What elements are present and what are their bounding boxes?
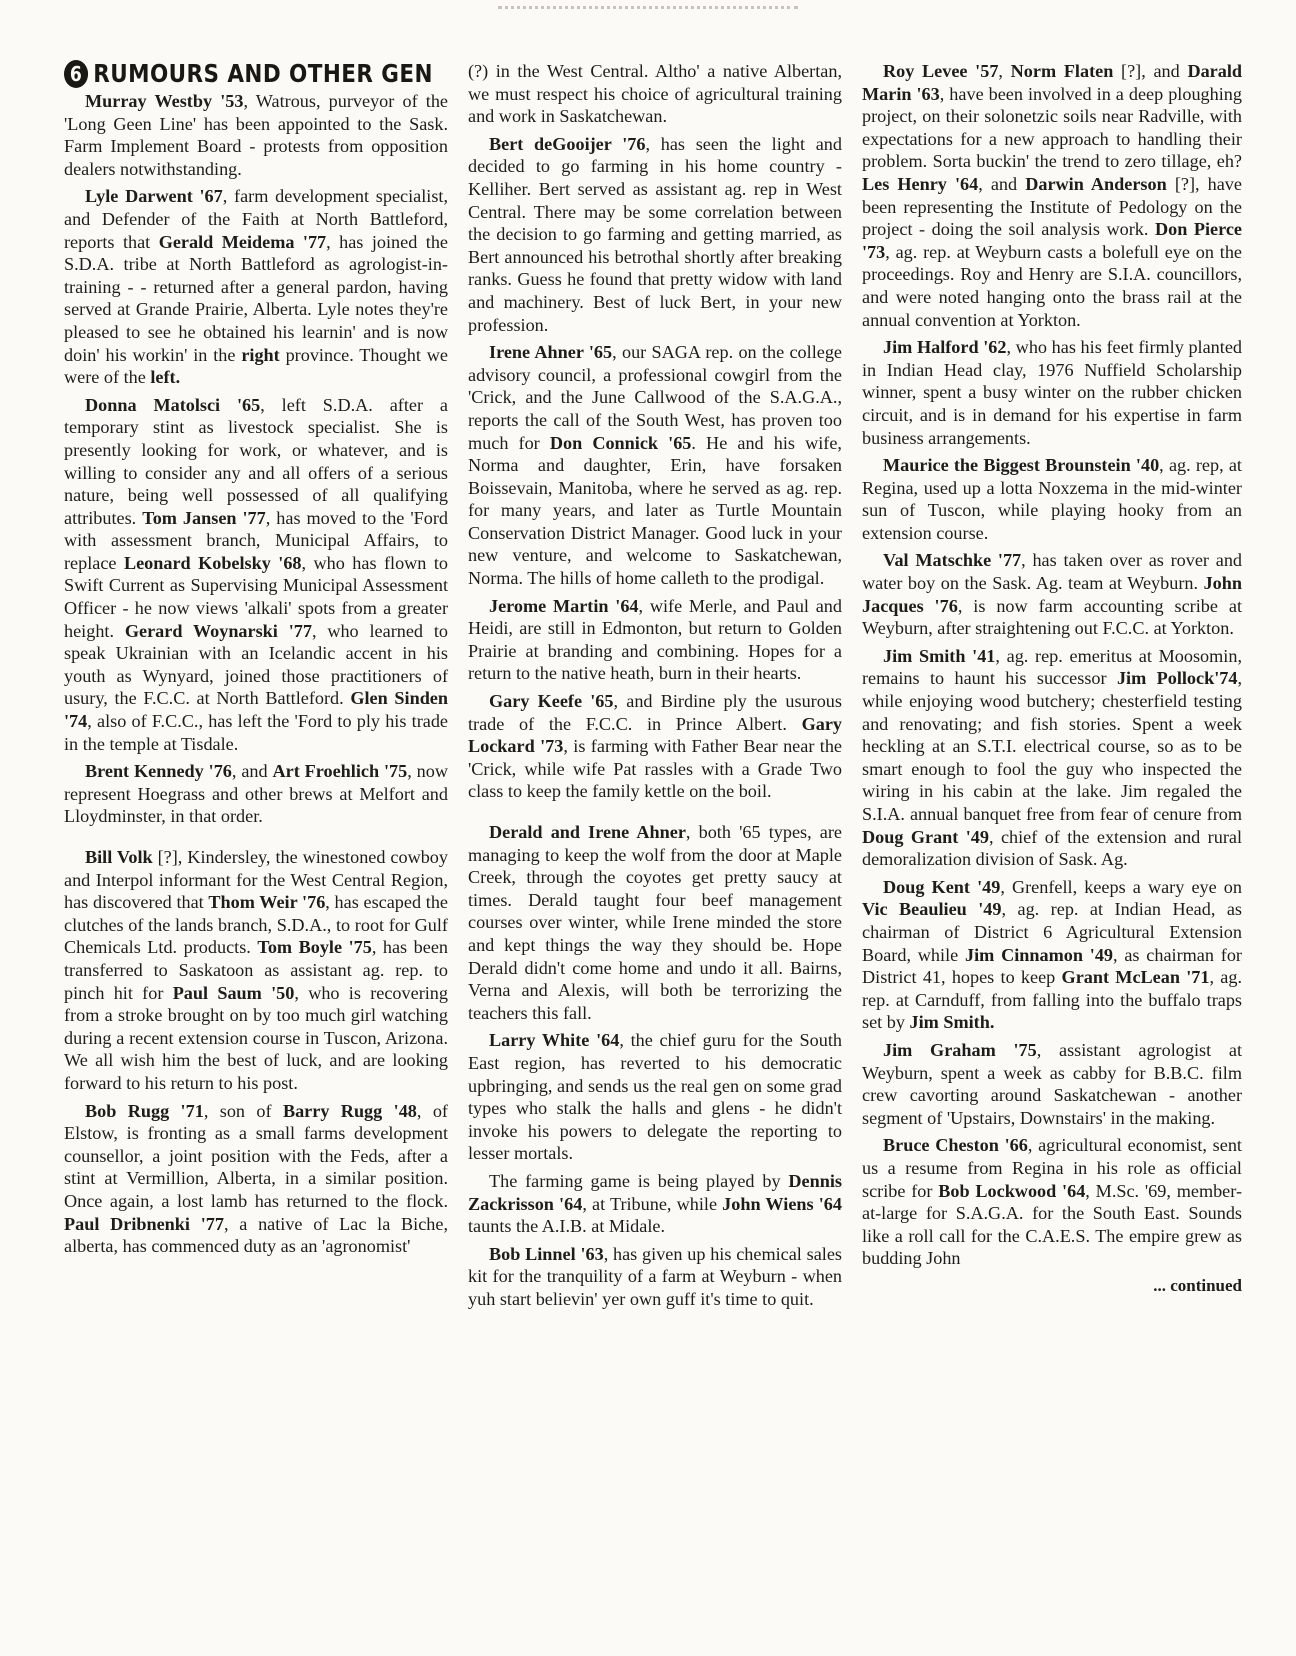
news-text: [?], Kindersley, the winestoned cowboy and Interpol informant for the West Central Region, has discovered that: [64, 847, 448, 913]
person-name: Paul Saum '50: [172, 982, 295, 1003]
person-name: right: [241, 344, 280, 365]
news-paragraph: [64, 760, 448, 828]
person-name: Jim Graham '75: [883, 1039, 1037, 1060]
news-text: , has joined the S.D.A. tribe at North Battleford as agrologist-in-training - - returned after a general pardon, having served at Grande Prairie, Alberta. Lyle notes they're pleased to see he obtained his learnin' and is now doin' his workin' in the: [64, 231, 448, 365]
news-paragraph: [468, 60, 842, 128]
news-paragraph: [862, 645, 1242, 871]
news-text: , while enjoying wood butchery; chesterfield testing and renovating; and fish stories. Spent a week heckling at an S.T.I. electrical course, so as to be smart enough to fool the guy who inspected the wiring in his cabin at the lake. Jim regaled the S.I.A. annual banquet free from fear of cenure from: [862, 668, 1242, 824]
news-text: , has escaped the clutches of the lands branch, S.D.A., to root for Gulf Chemicals Ltd. products.: [64, 892, 448, 958]
news-text: , of Elstow, is fronting as a small farms development counsellor, a joint position with the Feds, after a stint at Vermillion, Alberta, in a similar position. Once again, a lost lamb has returned to the flock.: [64, 1100, 448, 1211]
news-paragraph: [862, 876, 1242, 1034]
section-number-badge: 6: [64, 60, 88, 88]
person-name: Bob Rugg '71: [85, 1100, 204, 1121]
person-name: Murray Westby '53: [85, 91, 244, 111]
person-name: Grant McLean '71: [1061, 967, 1210, 988]
person-name: Don Pierce '73: [862, 219, 1243, 262]
person-name: Bob Linnel '63: [489, 1243, 604, 1264]
news-text: , agricultural economist, sent us a resume from Regina in his role as official scribe for: [862, 1135, 1242, 1201]
news-text: , left S.D.A. after a temporary stint as livestock specialist. She is presently looking for work, or whatever, and is willing to consider any and all offers of a serious nature, being well possessed of all qualifying attributes.: [64, 394, 448, 528]
news-paragraph: [468, 690, 842, 803]
news-text: , has been transferred to Saskatoon as assistant ag. rep. to pinch hit for: [64, 937, 448, 1003]
person-name: Jim Pollock'74: [1116, 668, 1238, 689]
news-paragraph: [64, 90, 448, 180]
person-name: Gerard Woynarski '77: [124, 620, 312, 641]
news-text: , is now farm accounting scribe at Weyburn, after straightening out F.C.C. at Yorkton.: [862, 595, 1242, 639]
news-paragraph: [468, 1243, 842, 1311]
news-text: , ag. rep. at Indian Head, as chairman of District 6 Agricultural Extension Board, while: [862, 899, 1242, 965]
news-text: ,: [998, 61, 1011, 81]
person-name: Jim Smith.: [909, 1012, 995, 1033]
news-text: , also of F.C.C., has left the 'Ford to ply his trade in the temple at Tisdale.: [64, 711, 448, 754]
section-title: RUMOURS AND OTHER GEN: [93, 58, 433, 88]
news-paragraph: [468, 1170, 842, 1238]
person-name: Gary Lockard '73: [468, 713, 842, 757]
person-name: Thom Weir '76: [208, 892, 326, 913]
news-text: , at Tribune, while: [582, 1193, 723, 1214]
person-name: Jim Cinnamon '49: [965, 944, 1114, 965]
news-text: , son of: [203, 1100, 283, 1121]
news-text: , who is recovering from a stroke brought on by too much girl watching during a recent extension course in Tuscon, Arizona. We all wish him the best of luck, and are looking forward to his return to his post.: [64, 982, 448, 1093]
person-name: Roy Levee '57: [883, 61, 999, 81]
news-text: , ag. rep. emeritus at Moosomin, remains to haunt his successor: [862, 645, 1242, 689]
news-text: , ag. rep. at Weyburn casts a bolefull eye on the proceedings. Roy and Henry are S.I.A. councillors, and were noted hanging onto the brass rail at the annual convention at Yorkton.: [862, 241, 1242, 330]
news-text: , our SAGA rep. on the college advisory council, a professional cowgirl from the 'Crick, and the June Callwood of the S.A.G.A., reports the call of the South West, has proven too much for: [468, 342, 842, 453]
continued-label: ... continued: [1153, 1275, 1242, 1295]
person-name: left.: [150, 367, 181, 388]
person-name: Glen Sinden '74: [64, 688, 448, 732]
column-2: [468, 60, 842, 1315]
news-text: , who has flown to Swift Current as Supervising Municipal Assessment Officer - he now views 'alkali' spots from a greater height.: [64, 552, 448, 641]
person-name: Jerome Martin '64: [489, 595, 639, 616]
person-name: Gerald Meidema '77: [158, 231, 327, 252]
person-name: Bill Volk: [85, 847, 153, 867]
news-text: [?], and: [1113, 61, 1188, 81]
news-paragraph: [468, 595, 842, 685]
news-text: , the chief guru for the South East region, has reverted to his democratic upbringing, and sends us the real gen on some grad types who stalk the halls and glens - he didn't invoke his powers to delegate the reporting to lesser mortals.: [468, 1030, 842, 1164]
person-name: Gary Keefe '65: [489, 691, 614, 712]
person-name: Darald Marin '63: [862, 61, 1242, 104]
news-paragraph: [64, 394, 448, 756]
person-name: Derald and Irene Ahner: [489, 822, 686, 842]
news-text: , now represent Hoegrass and other brews at Melfort and Lloydminster, in that order.: [64, 761, 449, 827]
person-name: Les Henry '64: [862, 173, 979, 194]
news-text: [?], have been representing the Institute of Pedology on the project - doing the soil analysis work.: [862, 173, 1242, 240]
person-name: Don Connick '65: [549, 432, 692, 453]
news-text: , has given up his chemical sales kit for the tranquility of a farm at Weyburn - when yuh start believin' yer own guff it's time to quit.: [468, 1243, 842, 1309]
person-name: Jim Smith '41: [883, 645, 996, 666]
person-name: Darwin Anderson: [1025, 173, 1167, 194]
person-name: Donna Matolsci '65: [85, 394, 261, 415]
news-paragraph: [862, 1134, 1242, 1270]
news-text: . He and his wife, Norma and daughter, Erin, have forsaken Boissevain, Manitoba, where he served as ag. rep. for many years, and later as Turtle Mountain Conservation District Manager. Good luck in your new venture, and welcome to Saskatchewan, Norma. The hills of home calleth to the prodigal.: [468, 432, 842, 589]
news-paragraph: [862, 549, 1242, 639]
person-name: John Wiens '64: [722, 1193, 842, 1214]
person-name: Paul Dribnenki '77: [64, 1213, 224, 1234]
news-paragraph: [862, 60, 1242, 331]
person-name: Leonard Kobelsky '68: [123, 552, 302, 573]
person-name: Tom Boyle '75: [257, 937, 372, 958]
person-name: Lyle Darwent '67: [85, 186, 223, 207]
news-text: taunts the A.I.B. at Midale.: [468, 1216, 665, 1237]
person-name: Irene Ahner '65: [489, 342, 613, 363]
news-paragraph: [468, 133, 842, 336]
news-text: , a native of Lac la Biche, alberta, has commenced duty as an 'agronomist': [64, 1213, 448, 1257]
person-name: Tom Jansen '77: [142, 507, 266, 528]
news-text: , M.Sc. '69, member-at-large for S.A.G.A. for the South East. Sounds like a roll call for the C.A.E.S. The empire grew as budding John: [862, 1180, 1242, 1269]
news-text: , both '65 types, are managing to keep the wolf from the door at Maple Creek, through the coyotes get pretty saucy at times. Derald taught four beef management courses over winter, while Irene minded the store and kept things the way they should be. Hope Derald didn't come home and undo it all. Bairns, Verna and Alexis, will both be terrorizing the teachers this fall.: [468, 822, 842, 1023]
person-name: Bruce Cheston '66: [883, 1135, 1028, 1156]
news-text: , and: [978, 173, 1026, 194]
news-text: , has seen the light and decided to go farming in his home country - Kelliher. Bert served as assistant ag. rep in West Central. There may be some correlation between the decision to go farming and getting married, as Bert announced his betrothal shortly after breaking ranks. Guess he found that pretty widow with land and machinery. Best of luck Bert, in your new profession.: [468, 133, 842, 335]
news-text: , ag. rep, at Regina, used up a lotta Noxzema in the mid-winter sun of Tuscon, while playing hooky from an extension course.: [862, 455, 1242, 543]
person-name: Larry White '64: [489, 1030, 620, 1051]
article-columns: [64, 60, 1242, 1315]
news-text: province. Thought we were of the: [64, 344, 448, 388]
section-heading: [64, 58, 433, 88]
person-name: John Jacques '76: [862, 573, 1242, 616]
news-text: , farm development specialist, and Defender of the Faith at North Battleford, reports that: [64, 186, 448, 252]
news-paragraph: [468, 341, 842, 590]
news-text: , Grenfell, keeps a wary eye on: [1000, 876, 1242, 897]
column-3: [862, 60, 1242, 1315]
person-name: Jim Halford '62: [883, 337, 1007, 358]
person-name: Vic Beaulieu '49: [862, 899, 1002, 920]
news-paragraph: [64, 1100, 448, 1258]
news-paragraph: [862, 336, 1242, 449]
news-text: , has taken over as rover and water boy on the Sask. Ag. team at Weyburn.: [862, 550, 1243, 594]
news-paragraph: [64, 846, 448, 1095]
news-text: , and Birdine ply the usurous trade of the F.C.C. in Prince Albert.: [468, 691, 842, 734]
news-text: , is farming with Father Bear near the 'Crick, while wife Pat rassles with a Grade Two class to keep the family kettle on the boil.: [468, 736, 843, 802]
news-text: , has moved to the 'Ford with assessment branch, Municipal Affairs, to replace: [64, 507, 449, 573]
news-text: , Watrous, purveyor of the 'Long Geen Line' has been appointed to the Sask. Farm Implement Board - protests from opposition dealers notwithstanding.: [64, 91, 448, 179]
news-paragraph: [862, 1039, 1242, 1129]
person-name: Norm Flaten: [1010, 61, 1114, 81]
person-name: Doug Kent '49: [883, 876, 1001, 897]
news-text: , who has his feet firmly planted in Indian Head clay, 1976 Nuffield Scholarship winner, spent a busy winter on the rubber chicken circuit, and is in demand for his expertise in farm business arrangements.: [862, 337, 1242, 448]
news-text: , have been involved in a deep ploughing project, on their solonetzic soils near Radville, with expectations for a new approach to handling their problem. Sorta buckin' the trend to zero tillage, eh?: [862, 83, 1242, 172]
news-paragraph: [468, 1029, 842, 1165]
person-name: Art Froehlich '75: [272, 761, 408, 782]
person-name: Maurice the Biggest Brounstein '40: [883, 455, 1160, 476]
news-text: , wife Merle, and Paul and Heidi, are still in Edmonton, but return to Golden Prairie at branding and combining. Hopes for a return to the native heath, burn in their hearts.: [468, 595, 842, 684]
news-text: (?) in the West Central. Altho' a native Albertan, we must respect his choice of agricultural training and work in Saskatchewan.: [468, 61, 842, 127]
news-text: , and: [231, 761, 273, 782]
person-name: Val Matschke '77: [883, 550, 1022, 571]
person-name: Doug Grant '49: [862, 826, 989, 847]
person-name: Dennis Zackrisson '64: [468, 1170, 842, 1214]
news-text: The farming game is being played by: [489, 1170, 789, 1191]
news-text: , chief of the extension and rural demoralization division of Sask. Ag.: [862, 826, 1242, 870]
column-1: [64, 60, 448, 1315]
news-text: , as chairman for District 41, hopes to keep: [862, 944, 1242, 988]
person-name: Bert deGooijer '76: [489, 133, 646, 154]
news-text: , ag. rep. at Carnduff, from falling into the buffalo traps set by: [862, 967, 1242, 1033]
person-name: Barry Rugg '48: [282, 1100, 417, 1121]
news-text: , assistant agrologist at Weyburn, spent a week as cabby for B.B.C. film crew cavorting around Saskatchewan - another segment of 'Upstairs, Downstairs' in the making.: [862, 1039, 1243, 1128]
news-paragraph: [468, 821, 842, 1024]
news-paragraph: [64, 185, 448, 388]
person-name: Bob Lockwood '64: [938, 1180, 1086, 1201]
top-border: [498, 0, 798, 9]
news-paragraph: [862, 454, 1242, 544]
person-name: Brent Kennedy '76: [85, 761, 232, 782]
news-text: , who learned to speak Ukrainian with an Icelandic accent in his youth as Wynyard, joined those practitioners of usury, the F.C.C. at North Battleford.: [64, 620, 448, 709]
